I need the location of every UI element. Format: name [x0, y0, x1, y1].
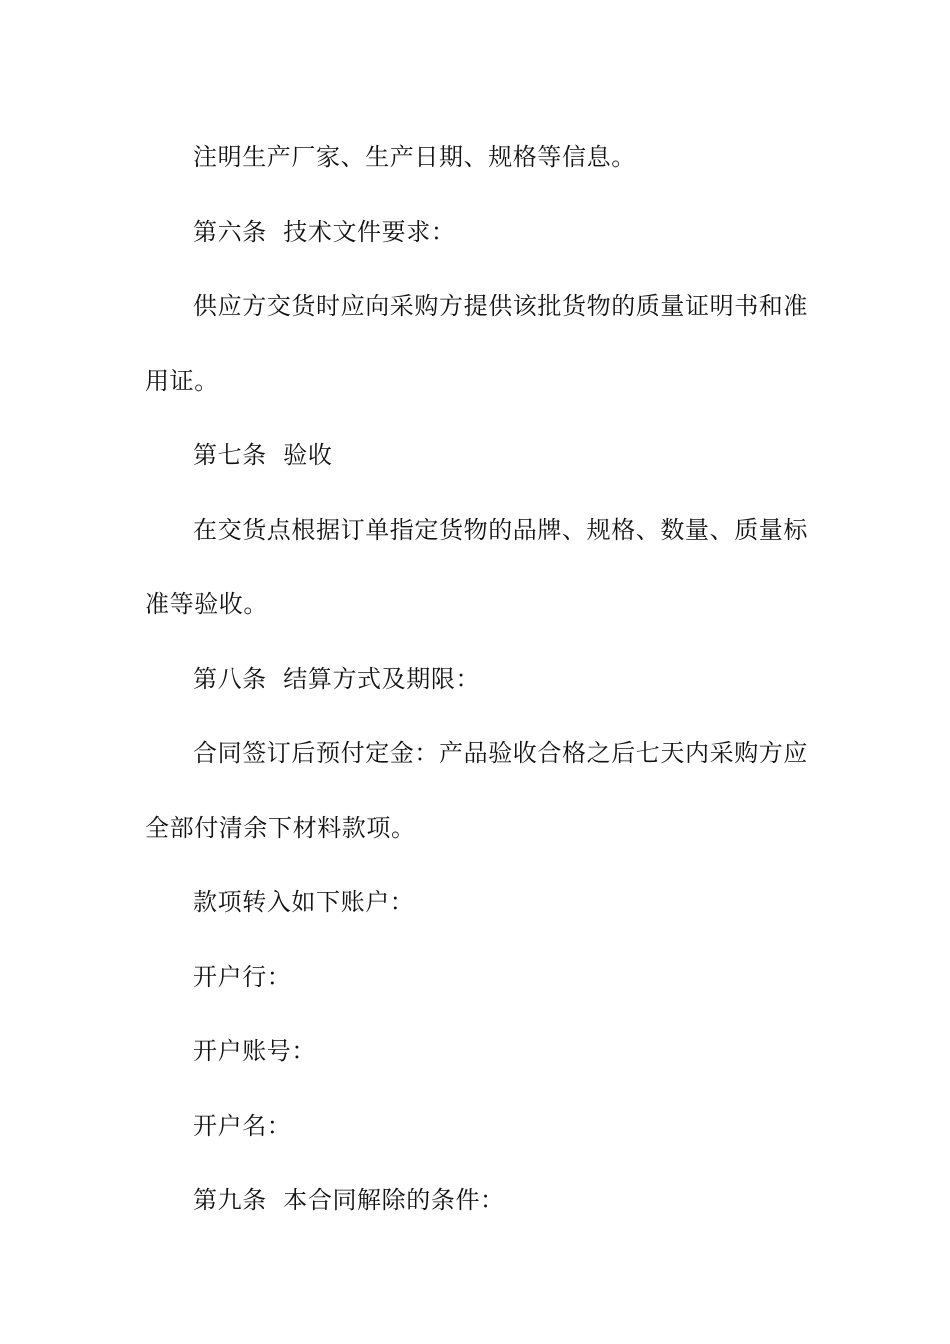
paragraph-tech-docs: 供应方交货时应向采购方提供该批货物的质量证明书和准用证。: [145, 292, 808, 395]
heading-article-7: 第七条 验收: [193, 441, 333, 469]
heading-article-6: 第六条 技术文件要求：: [193, 217, 456, 246]
heading-article-9: 第九条 本合同解除的条件：: [193, 1186, 505, 1214]
document-body: [145, 120, 810, 1238]
paragraph-acceptance: 在交货点根据订单指定货物的品牌、规格、数量、质量标准等验收。: [145, 515, 808, 618]
paragraph-product-info: 注明生产厂家、生产日期、规格等信息。: [193, 143, 636, 171]
field-account-number: 开户账号：: [193, 1037, 316, 1065]
paragraph-transfer-account: 款项转入如下账户：: [193, 888, 415, 916]
heading-article-8: 第八条 结算方式及期限：: [193, 664, 481, 693]
field-account-name: 开户名：: [193, 1111, 292, 1140]
paragraph-payment-terms: 合同签订后预付定金：产品验收合格之后七天内采购方应全部付清余下材料款项。: [145, 739, 808, 842]
field-bank-name: 开户行：: [193, 962, 292, 991]
